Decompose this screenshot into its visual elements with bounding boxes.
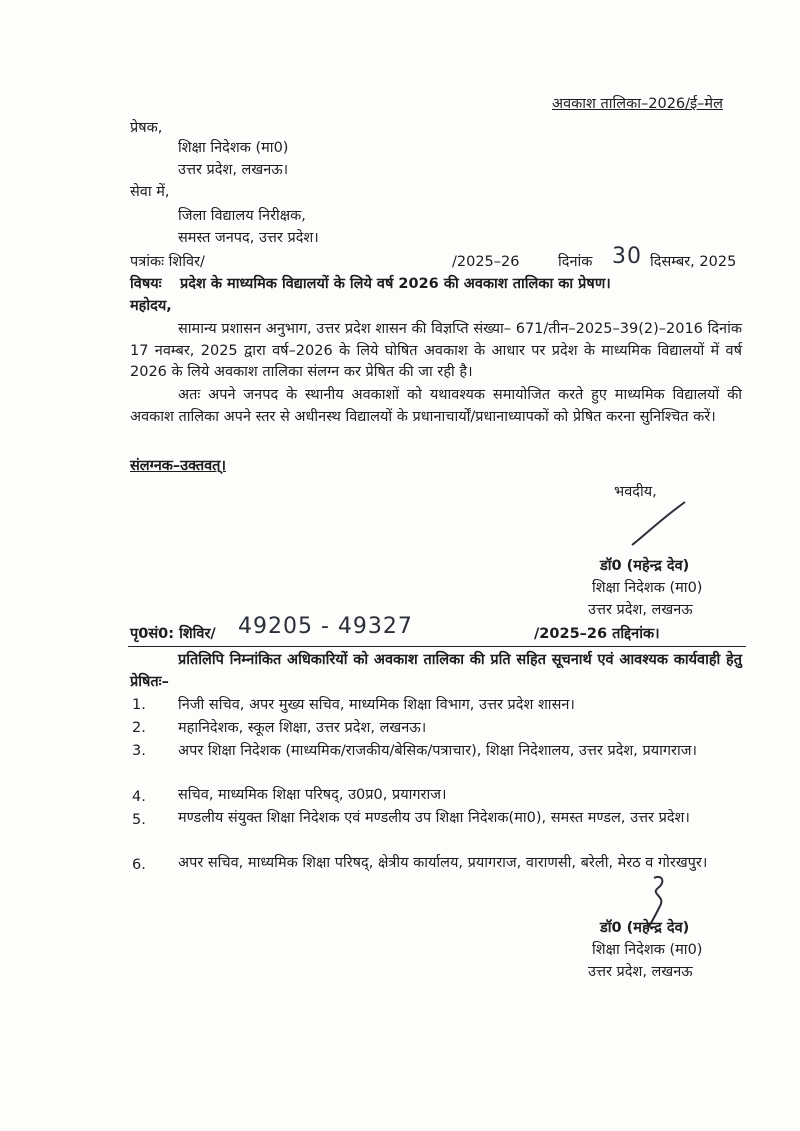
date-month-year: दिसम्बर, 2025 — [650, 254, 737, 270]
letter-number-year: /2025–26 — [452, 254, 520, 270]
sender-place: उत्तर प्रदेश, लखनऊ। — [178, 162, 289, 178]
date-day-handwritten: 30 — [612, 244, 642, 269]
body-paragraph-2: अतः अपने जनपद के स्थानीय अवकाशों को यथावश्यक समायोजित करते हुए माध्यमिक विद्यालयों की अवकाश तालिका अपने स्तर से अधीनस्थ विद्यालयों के प्रधानाचार्यों/प्रधानाध्यापकों को प्रेषित करना सुनिश्चित करें। — [130, 387, 742, 425]
list-item: अपर शिक्षा निदेशक (माध्यमिक/राजकीय/बेसिक/पत्राचार), शिक्षा निदेशालय, उत्तर प्रदेश, प्रयागराज। — [178, 743, 697, 759]
body-paragraph-1: सामान्य प्रशासन अनुभाग, उत्तर प्रदेश शासन की विज्ञप्ति संख्या– 671/तीन–2025–39(2)–2016 दिनांक 17 नवम्बर, 2025 द्वारा वर्ष–2026 के लिये घोषित अवकाश के आधार पर प्रदेश के माध्यमिक विद्यालयों में वर्ष 2026 के लिये अवकाश तालिका संलग्न कर प्रेषित की जा रही है। — [130, 321, 742, 380]
date-label: दिनांक — [558, 254, 593, 270]
letter-number-label: पत्रांकः शिविर/ — [130, 254, 205, 270]
endorsement-year: /2025–26 तद्दिनांक। — [534, 626, 660, 642]
signatory-designation: शिक्षा निदेशक (मा0) — [592, 580, 703, 596]
list-item-number: 1. — [132, 697, 146, 713]
recipient-place: समस्त जनपद, उत्तर प्रदेश। — [178, 230, 319, 246]
separator-rule — [128, 646, 746, 647]
list-item-number: 3. — [132, 743, 146, 759]
list-item: अपर सचिव, माध्यमिक शिक्षा परिषद्, क्षेत्रीय कार्यालय, प्रयागराज, वाराणसी, बरेली, मेरठ व गोरखपुर। — [178, 855, 708, 871]
list-item-number: 4. — [132, 789, 146, 805]
salutation: महोदय, — [130, 298, 172, 314]
recipient-label: सेवा में, — [130, 184, 170, 200]
signatory-designation-copy: शिक्षा निदेशक (मा0) — [592, 942, 703, 958]
list-item: महानिदेशक, स्कूल शिक्षा, उत्तर प्रदेश, लखनऊ। — [178, 720, 427, 736]
sender-label: प्रेषक, — [130, 120, 163, 136]
signatory-place: उत्तर प्रदेश, लखनऊ — [588, 602, 693, 618]
subject-label: विषयः — [130, 276, 162, 292]
subject-text: प्रदेश के माध्यमिक विद्यालयों के लिये वर्ष 2026 की अवकाश तालिका का प्रेषण। — [180, 276, 611, 292]
signatory-place-copy: उत्तर प्रदेश, लखनऊ — [588, 964, 693, 980]
list-item: सचिव, माध्यमिक शिक्षा परिषद्, उ0प्र0, प्रयागराज। — [178, 787, 447, 803]
list-item-number: 5. — [132, 812, 146, 828]
signature-mark — [630, 500, 690, 550]
list-item-number: 2. — [132, 720, 146, 736]
list-item: निजी सचिव, अपर मुख्य सचिव, माध्यमिक शिक्षा विभाग, उत्तर प्रदेश शासन। — [178, 697, 575, 713]
endorsement-label: पृ0सं0: शिविर/ — [130, 626, 216, 642]
reference-number: अवकाश तालिका–2026/ई–मेल — [552, 96, 723, 112]
recipient-designation: जिला विद्यालय निरीक्षक, — [178, 208, 306, 224]
copy-intro: प्रतिलिपि निम्नांकित अधिकारियों को अवकाश तालिका की प्रति सहित सूचनार्थ एवं आवश्यक कार्यवाही हेतु प्रेषितः– — [130, 652, 742, 690]
endorsement-number-handwritten: 49205 - 49327 — [238, 614, 413, 639]
list-item: मण्डलीय संयुक्त शिक्षा निदेशक एवं मण्डलीय उप शिक्षा निदेशक(मा0), समस्त मण्डल, उत्तर प्रदेश। — [178, 810, 690, 826]
closing: भवदीय, — [614, 484, 657, 500]
enclosure-note: संलग्नक–उक्तवत्। — [130, 458, 226, 474]
signatory-name: डॉ0 (महेन्द्र देव) — [600, 558, 690, 574]
signatory-name-copy: डॉ0 (महेन्द्र देव) — [600, 920, 690, 936]
list-item-number: 6. — [132, 857, 146, 873]
sender-designation: शिक्षा निदेशक (मा0) — [178, 140, 289, 156]
